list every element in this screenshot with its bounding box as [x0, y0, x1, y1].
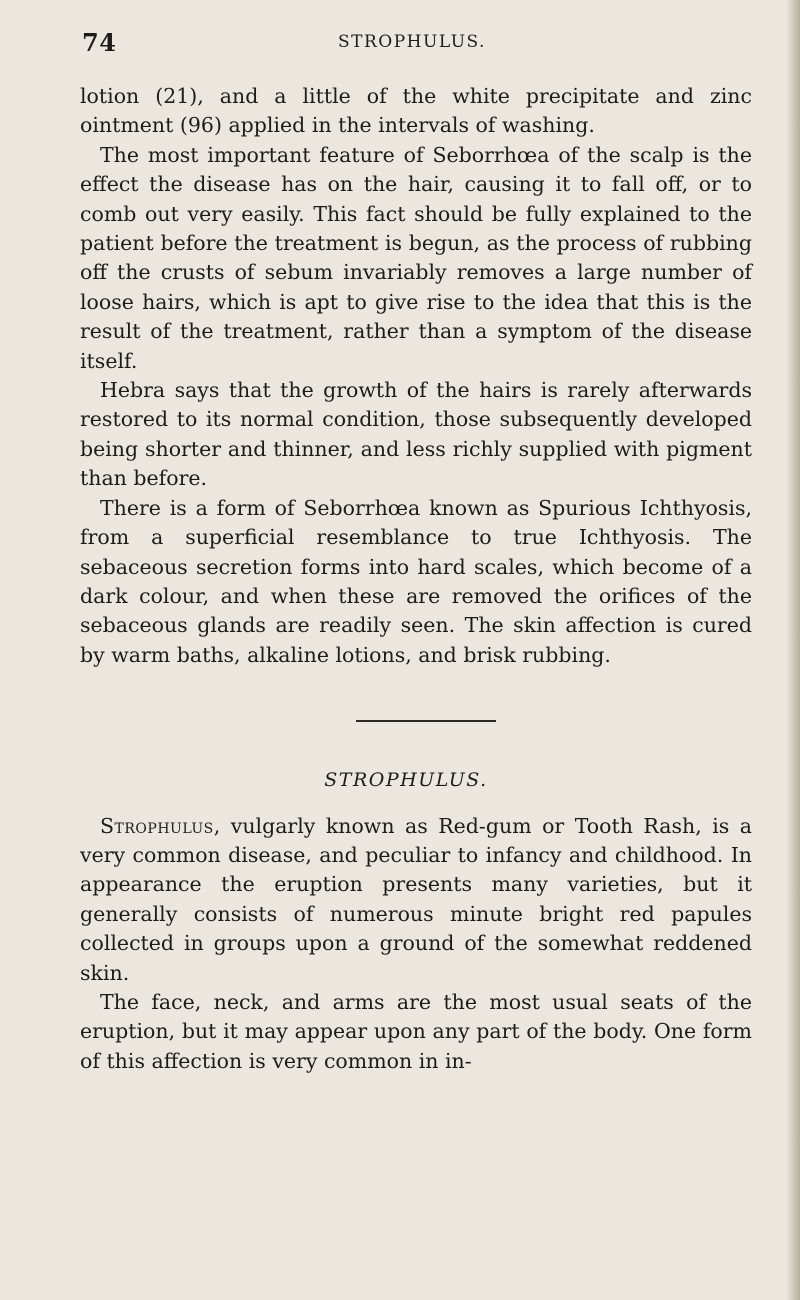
section-title: STROPHULUS.	[324, 769, 488, 792]
paragraph-continuation: lotion (21), and a little of the white precipitate and zinc ointment (96) applied in the intervals of washing.	[80, 84, 752, 138]
paragraph-strophulus-intro-text: , vulgarly known as Red-gum or Tooth Rash, is a very common disease, and peculiar to infancy and childhood. In appearance the eruption presents many varieties, but it generally consists of numerous minute bright red papules collected in groups upon a ground of the somewhat reddened skin.	[80, 813, 752, 985]
paragraph-strophulus-intro	[80, 812, 752, 988]
page-header	[82, 28, 722, 64]
page-number: 74	[82, 28, 117, 57]
running-head: STROPHULUS.	[338, 32, 486, 52]
page-edge-shadow	[786, 0, 800, 1300]
paragraph-hebra: Hebra says that the growth of the hairs is rarely afterwards restored to its normal condition, those subsequently developed being shorter and thinner, and less richly supplied with pigment than before.	[80, 378, 752, 491]
paragraph-seborrhoea-hair: The most important feature of Seborrhœa of the scalp is the effect the disease has on the hair, causing it to fall off, or to comb out very easily. This fact should be fully explained to the patient before the treatment is begun, as the process of rubbing off the crusts of sebum invariably removes a large number of loose hairs, which is apt to give rise to the idea that this is the result of the treatment, rather than a symptom of the disease itself.	[80, 142, 752, 373]
body-text	[80, 82, 752, 1076]
section-divider	[356, 720, 496, 722]
paragraph-spurious-ichthyosis: There is a form of Seborrhœa known as Spurious Ichthyosis, from a superficial resemblance to true Ichthyosis. The sebaceous secretion forms into hard scales, which become of a dark colour, and when these are removed the orifices of the sebaceous glands are readily seen. The skin affection is cured by warm baths, alkaline lotions, and brisk rubbing.	[80, 495, 752, 667]
paragraph-strophulus-seats: The face, neck, and arms are the most usual seats of the eruption, but it may appear upon any part of the body. One form of this affection is very common in in-	[80, 989, 752, 1073]
lead-word: Strophulus	[100, 813, 214, 838]
